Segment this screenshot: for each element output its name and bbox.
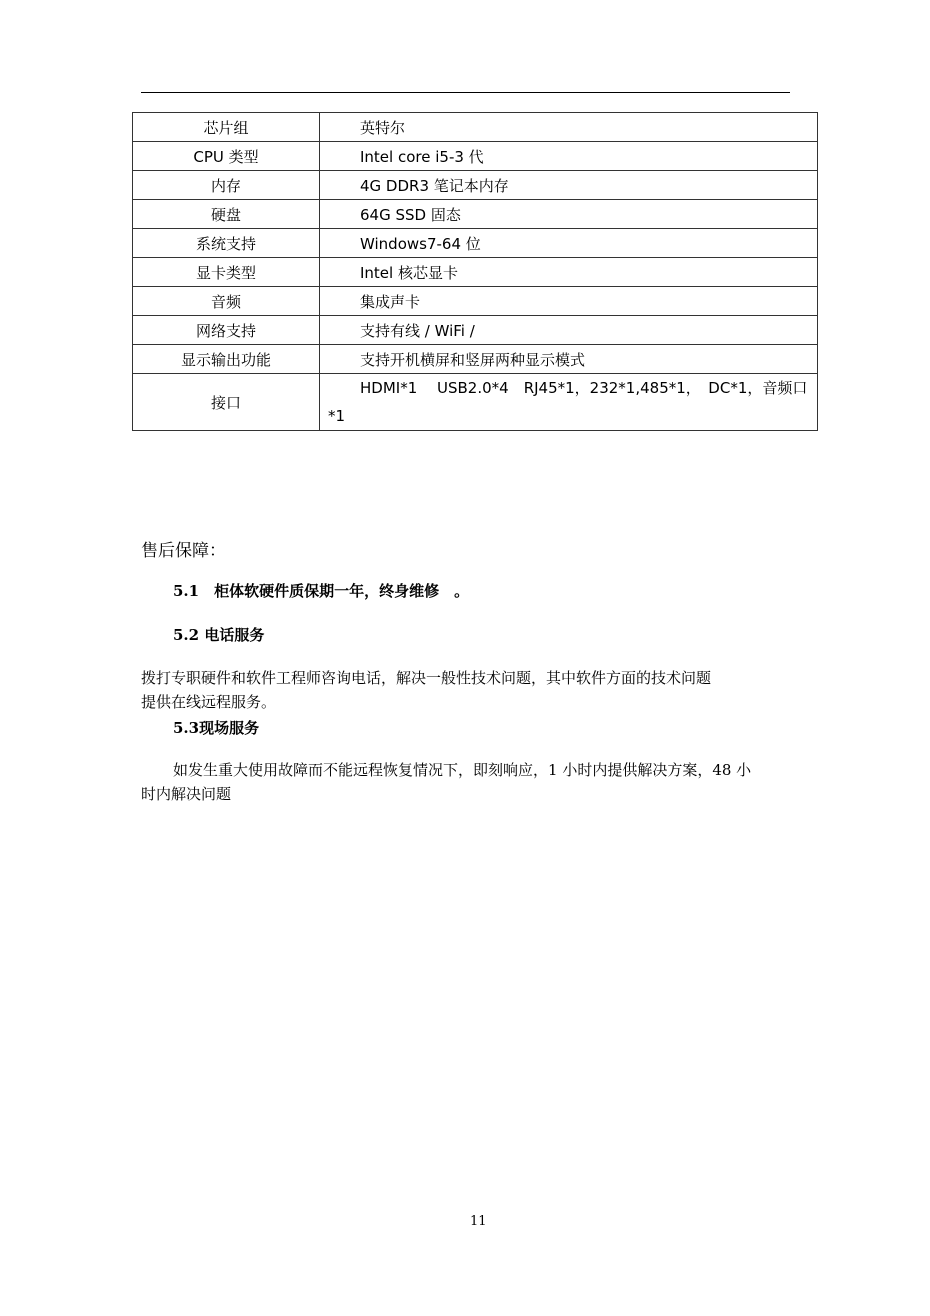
- table-row: 芯片组 英特尔: [133, 113, 818, 142]
- subsection-5-1: 5.1 柜体软硬件质保期一年，终身维修 。: [173, 582, 470, 600]
- table-row: 显卡类型 Intel 核芯显卡: [133, 258, 818, 287]
- subsection-5-2-title: 5.2 电话服务: [173, 626, 265, 644]
- table-row: 显示输出功能 支持开机横屏和竖屏两种显示模式: [133, 345, 818, 374]
- page-number: 11: [470, 1214, 487, 1229]
- spec-table: [132, 112, 818, 431]
- header-rule: [141, 92, 790, 93]
- paragraph-line: 提供在线远程服务。: [141, 693, 277, 711]
- table-row: CPU 类型 Intel core i5-3 代: [133, 142, 818, 171]
- table-row: 硬盘 64G SSD 固态: [133, 200, 818, 229]
- paragraph-line: 时内解决问题: [141, 785, 232, 803]
- subsection-5-3-title: 5.3现场服务: [173, 719, 260, 737]
- paragraph-line: 如发生重大使用故障而不能远程恢复情况下，即刻响应，1 小时内提供解决方案，48 小: [173, 761, 752, 779]
- table-row: 内存 4G DDR3 笔记本内存: [133, 171, 818, 200]
- table-row: 系统支持 Windows7-64 位: [133, 229, 818, 258]
- table-row: 网络支持 支持有线 / WiFi /: [133, 316, 818, 345]
- section-heading: 售后保障：: [141, 541, 226, 561]
- table-row: 音频 集成声卡: [133, 287, 818, 316]
- paragraph-line: 拨打专职硬件和软件工程师咨询电话，解决一般性技术问题，其中软件方面的技术问题: [141, 669, 712, 687]
- table-row: 接口 HDMI*1 USB2.0*4 RJ45*1，232*1,485*1， DC*1，音频口*1: [133, 374, 818, 431]
